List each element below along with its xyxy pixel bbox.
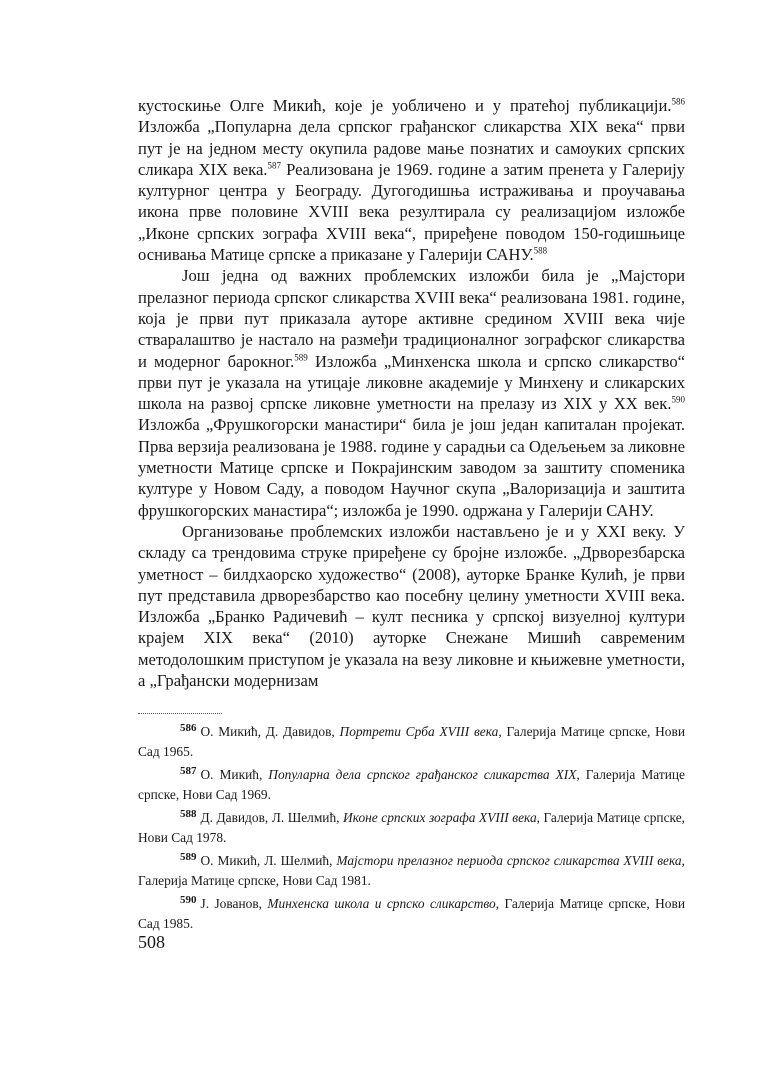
footnote-ref-586[interactable]: 586 [671,96,685,107]
footnote-authors: Д. Давидов, Л. Шелмић, [200,810,344,825]
footnote-title: Портрети Срба XVIII века [339,724,499,739]
footnote-publisher: , Галерија Матице српске, Нови Сад 1978. [138,810,685,845]
footnote-authors: О. Микић, Л. Шелмић, [200,853,337,868]
paragraph-3: Организовање проблемских изложби настављено је и у XXI веку. У складу са трендовима струке приређене су бројне изложбе. „Дрворезбарска уметност – билдхаорско художество“ (2008), ауторке Бранке Кулић, је први пут представила дрворезбарство као посебну целину уметности XVIII века. Изложба „Бранко Радичевић – култ песника у српској визуелној култури крајем XIX века“ (2010) ауторке Снежане Мишић савременим методолошким приступом је указала на везу ликовне и књижевне уметности, а „Грађански модернизам [138,521,685,691]
footnote-authors: Ј. Јованов, [200,896,268,911]
footnote-ref-589[interactable]: 589 [294,352,308,363]
footnote-title: Мајстори прелазног периода српског сликарства XVIII века [336,853,682,868]
footnote-589 [138,851,685,890]
footnotes [138,722,685,937]
footnote-number: 588 [180,807,197,820]
text-run: Изложба „Популарна дела српског грађанског сликарства XIX века“ први пут је на једном месту окупила радове мање познатих и самоуких српских сликара XIX века. [138,117,685,179]
footnote-title: Популарна дела српског грађанског сликарства XIX [268,767,577,782]
footnote-ref-587[interactable]: 587 [267,160,281,171]
text-run: Изложба „Минхенска школа и српско сликарство“ први пут је указала на утицаје ликовне академије у Минхену и сликарских школа на развој српске ликовне уметности на прелазу из XIX у XX век. [138,351,685,414]
footnote-title: Иконе српских зографа XVIII века [343,810,537,825]
paragraph-1 [138,95,685,265]
text-run: Реализована је 1969. године а затим пренета у Галерију културног центра у Београду. Дугогодишња истраживања и проучавања икона прве половине XVIII века резултирала су реализацијом изложбе „Иконе српских зографа XVIII века“, приређене поводом 150-годишњице оснивања Матице српске а приказане у Галерији САНУ. [138,159,685,265]
footnote-authors: О. Микић, [200,767,269,782]
footnote-separator [138,713,222,714]
footnote-ref-590[interactable]: 590 [671,394,685,405]
footnote-586 [138,722,685,761]
main-text [138,95,685,691]
footnote-590 [138,894,685,933]
text-run: кустоскиње Олге Микић, које је уобличено и у пратећој публикацији. [138,96,672,115]
paragraph-2 [138,265,685,521]
footnote-publisher: , Галерија Матице српске, Нови Сад 1965. [138,724,685,759]
footnote-ref-588[interactable]: 588 [533,245,548,256]
footnote-title: Минхенска школа и српско сликарство [267,896,496,911]
footnote-587 [138,765,685,804]
footnote-number: 589 [180,850,197,863]
footnote-number: 586 [180,721,197,734]
text-run: Изложба „Фрушкогорски манастири“ била је још један капиталан пројекат. Прва верзија реализована је 1988. године у сарадњи са Одељењем за ликовне уметности Матице српске и Покрајинским заводом за заштиту споменика културе у Новом Саду, а поводом Научног скупа „Валоризација и заштита фрушкогорских манастира“; изложба је 1990. одржана у Галерији САНУ. [138,415,685,520]
footnote-number: 590 [180,893,197,906]
footnote-publisher: , Галерија Матице српске, Нови Сад 1981. [138,853,685,888]
page-number: 508 [138,932,165,952]
footnote-publisher: , Галерија Матице српске, Нови Сад 1985. [138,896,685,931]
text-run: Још једна од важних проблемских изложби била је „Мајстори прелазног периода српског сликарства XVIII века“ реализована 1981. године, која је први пут приказала ауторе активне средином XVIII века чије стваралаштво је настало на размеђи традиционалног зографског сликарства и модерног барокног. [138,266,685,371]
footnote-588 [138,808,685,847]
footnote-authors: О. Микић, Д. Давидов, [200,724,340,739]
footnote-number: 587 [180,764,197,777]
footnote-publisher: , Галерија Матице српске, Нови Сад 1969. [138,767,685,802]
